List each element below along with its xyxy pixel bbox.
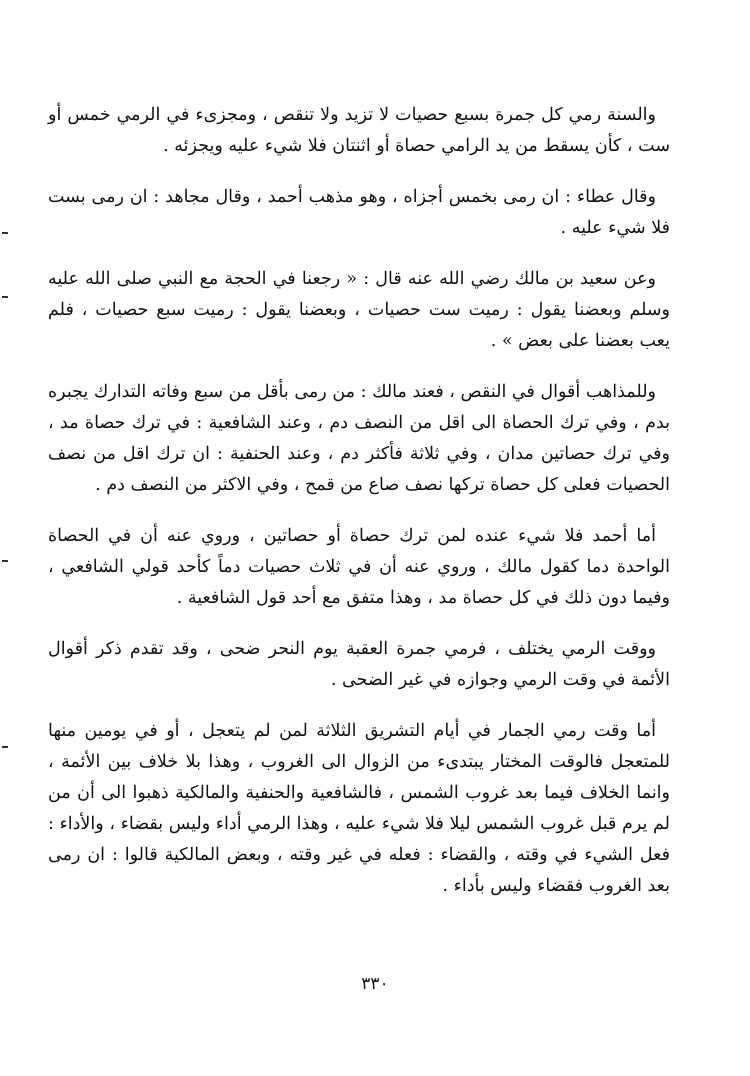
margin-mark [2,296,8,298]
paragraph-text: ووقت الرمي يختلف ، فرمي جمرة العقبة يوم النحر ضحى ، وقد تقدم ذكر أقوال الأئمة في وقت الرمي وجوازه في غير الضحى . [48,639,670,690]
paragraph-text: أما وقت رمي الجمار في أيام التشريق الثلاثة لمن لم يتعجل ، أو في يومين منها للمتعجل فالوقت المختار يبتدىء من الزوال الى الغروب ، وهذا بلا خلاف بين الأئمة ، وانما الخلاف فيما بعد غروب الشمس ، فالشافعية والحنفية والمالكية ذهبوا الى أن من لم يرم قبل غروب الشمس ليلا فلا شيء عليه ، وهذا الرمي أداء وليس بقضاء ، والأداء : فعل الشيء في وقته ، والقضاء : فعله في غير وقته ، وبعض المالكية قالوا : ان رمى بعد الغروب فقضاء وليس بأداء . [48,721,670,896]
document-page [48,100,670,922]
paragraph-text: وعن سعيد بن مالك رضي الله عنه قال : « رجعنا في الحجة مع النبي صلى الله عليه وسلم وبعضنا يقول : رميت ست حصيات ، وبعضنا يقول : رميت سبع حصيات ، فلم يعب بعضنا على بعض » . [48,269,670,351]
margin-mark [2,746,8,748]
paragraph-text: والسنة رمي كل جمرة بسبع حصيات لا تزيد ولا تنقص ، ومجزىء في الرمي خمس أو ست ، كأن يسقط من يد الرامي حصاة أو اثنتان فلا شيء عليه ويجزئه . [48,105,670,156]
paragraph-text: وقال عطاء : ان رمى بخمس أجزاه ، وهو مذهب أحمد ، وقال مجاهد : ان رمى بست فلا شيء عليه . [48,187,670,238]
paragraph-7 [48,716,670,902]
paragraph-1 [48,100,670,162]
paragraph-3 [48,264,670,357]
paragraph-text: أما أحمد فلا شيء عنده لمن ترك حصاة أو حصاتين ، وروي عنه أن في الحصاة الواحدة دما كقول مالك ، وروي عنه أن في ثلاث حصيات دماً كأحد قولي الشافعي ، وفيما دون ذلك في كل حصاة مد ، وهذا متفق مع أحد قول الشافعية . [48,526,670,608]
margin-mark [2,560,8,562]
margin-mark [2,232,8,234]
paragraph-2 [48,182,670,244]
paragraph-5 [48,521,670,614]
paragraph-4 [48,377,670,501]
paragraph-text: وللمذاهب أقوال في النقص ، فعند مالك : من رمى بأقل من سبع وفاته التدارك يجبره بدم ، وفي ترك الحصاة الى اقل من النصف دم ، وعند الشافعية : في ترك حصاة مد ، وفي ترك حصاتين مدان ، وفي ثلاثة فأكثر دم ، وعند الحنفية : ان ترك اقل من نصف الحصيات فعلى كل حصاة تركها نصف صاع من قمح ، وفي الاكثر من النصف دم . [48,382,670,495]
page-number: ٣٣٠ [361,974,389,994]
paragraph-6 [48,634,670,696]
